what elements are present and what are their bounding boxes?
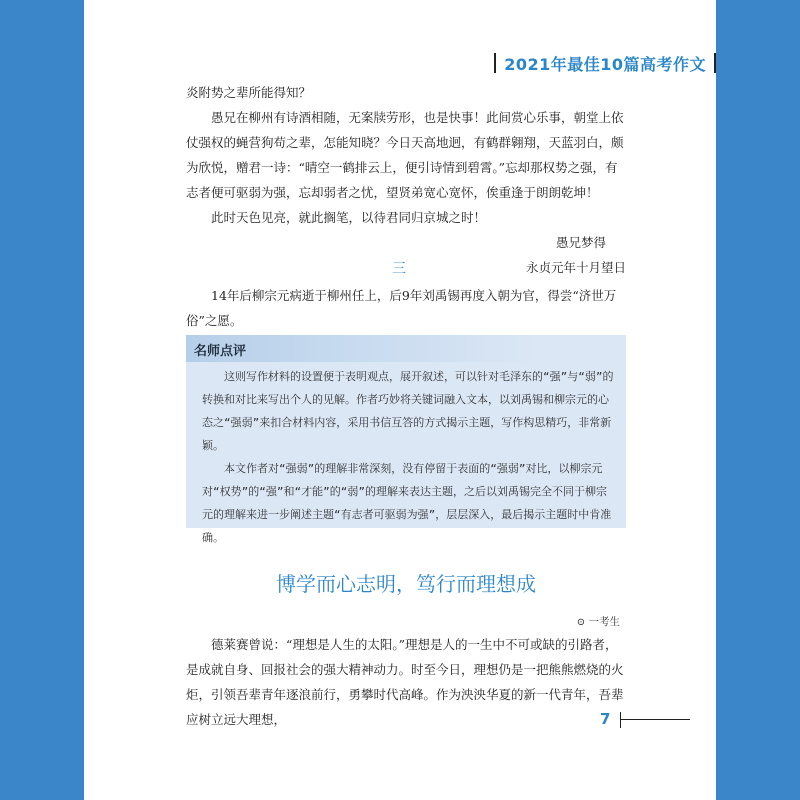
letter-body [186, 80, 626, 280]
author-marker-icon: ⊙ [576, 617, 586, 628]
comment-title: 名师点评 [194, 344, 247, 359]
author-name: 一考生 [588, 616, 620, 628]
header-title: 2021年最佳10篇高考作文 [504, 54, 706, 74]
page-number-rule [620, 719, 690, 720]
letter-signature: 愚兄梦得 [555, 235, 606, 250]
comment-paragraph: 这则写作材料的设置便于表明观点，展开叙述，可以针对毛泽东的“强”与“弱”的转换和对比来写出个人的见解。作者巧妙将关键词融入文本，以刘禹锡和柳宗元的心态之“强弱”来扣合材料内容，采用书信互答的方式揭示主题，写作构思精巧，非常新颖。 [202, 370, 614, 452]
page-number-bar [620, 712, 621, 728]
letter-paragraph: 炎附势之辈所能得知？ [186, 85, 312, 100]
letter-date: 永贞元年十月望日 [525, 260, 626, 275]
essay-title: 博学而心志明，笃行而理想成 [276, 572, 536, 596]
teacher-comment-box [186, 335, 626, 544]
running-header [494, 52, 716, 74]
comment-paragraph: 本文作者对“强弱”的理解非常深刻，没有停留于表面的“强弱”对比，以柳宗元对“权势”的“强”和“才能”的“弱”的理解来表达主题，之后以刘禹锡完全不同于柳宗元的理解来进一步阐述主题“有志者可驱弱为强”，层层深入，最后揭示主题时中肯准确。 [202, 462, 612, 544]
header-bar-right [714, 53, 716, 73]
letter-paragraph: 愚兄在柳州有诗酒相随，无案牍劳形，也是快事！此间赏心乐事，朝堂上依仗强权的蝇营狗苟之辈，怎能知晓？今日天高地迥，有鹤群翱翔，天蓝羽白，颇为欣悦，赠君一诗：“晴空一鹤排云上，便引诗情到碧霄。”忘却那权势之强，有志者便可驱弱为强，忘却弱者之忧，望贤弟宽心宽怀，俟重逢于朗朗乾坤！ [186, 110, 624, 200]
page-number: 7 [600, 710, 611, 728]
comment-body [202, 365, 614, 549]
comment-title-bar [186, 335, 626, 362]
section-marker: 三 [392, 261, 406, 277]
section-body [186, 283, 626, 333]
essay-body [186, 632, 626, 732]
essay-paragraph: 德莱赛曾说：“理想是人生的太阳。”理想是人的一生中不可或缺的引路者，是成就自身、回报社会的强大精神动力。时至今日，理想仍是一把熊熊燃烧的火炬，引领吾辈青年逐浪前行，勇攀时代高峰。作为泱泱华夏的新一代青年，吾辈应树立远大理想， [186, 637, 624, 727]
letter-paragraph: 此时天色见亮，就此搁笔，以待君同归京城之时！ [211, 210, 487, 225]
essay-author [577, 614, 620, 629]
section-paragraph: 14年后柳宗元病逝于柳州任上，后9年刘禹锡再度入朝为官，得尝“济世万俗”之愿。 [186, 288, 617, 328]
